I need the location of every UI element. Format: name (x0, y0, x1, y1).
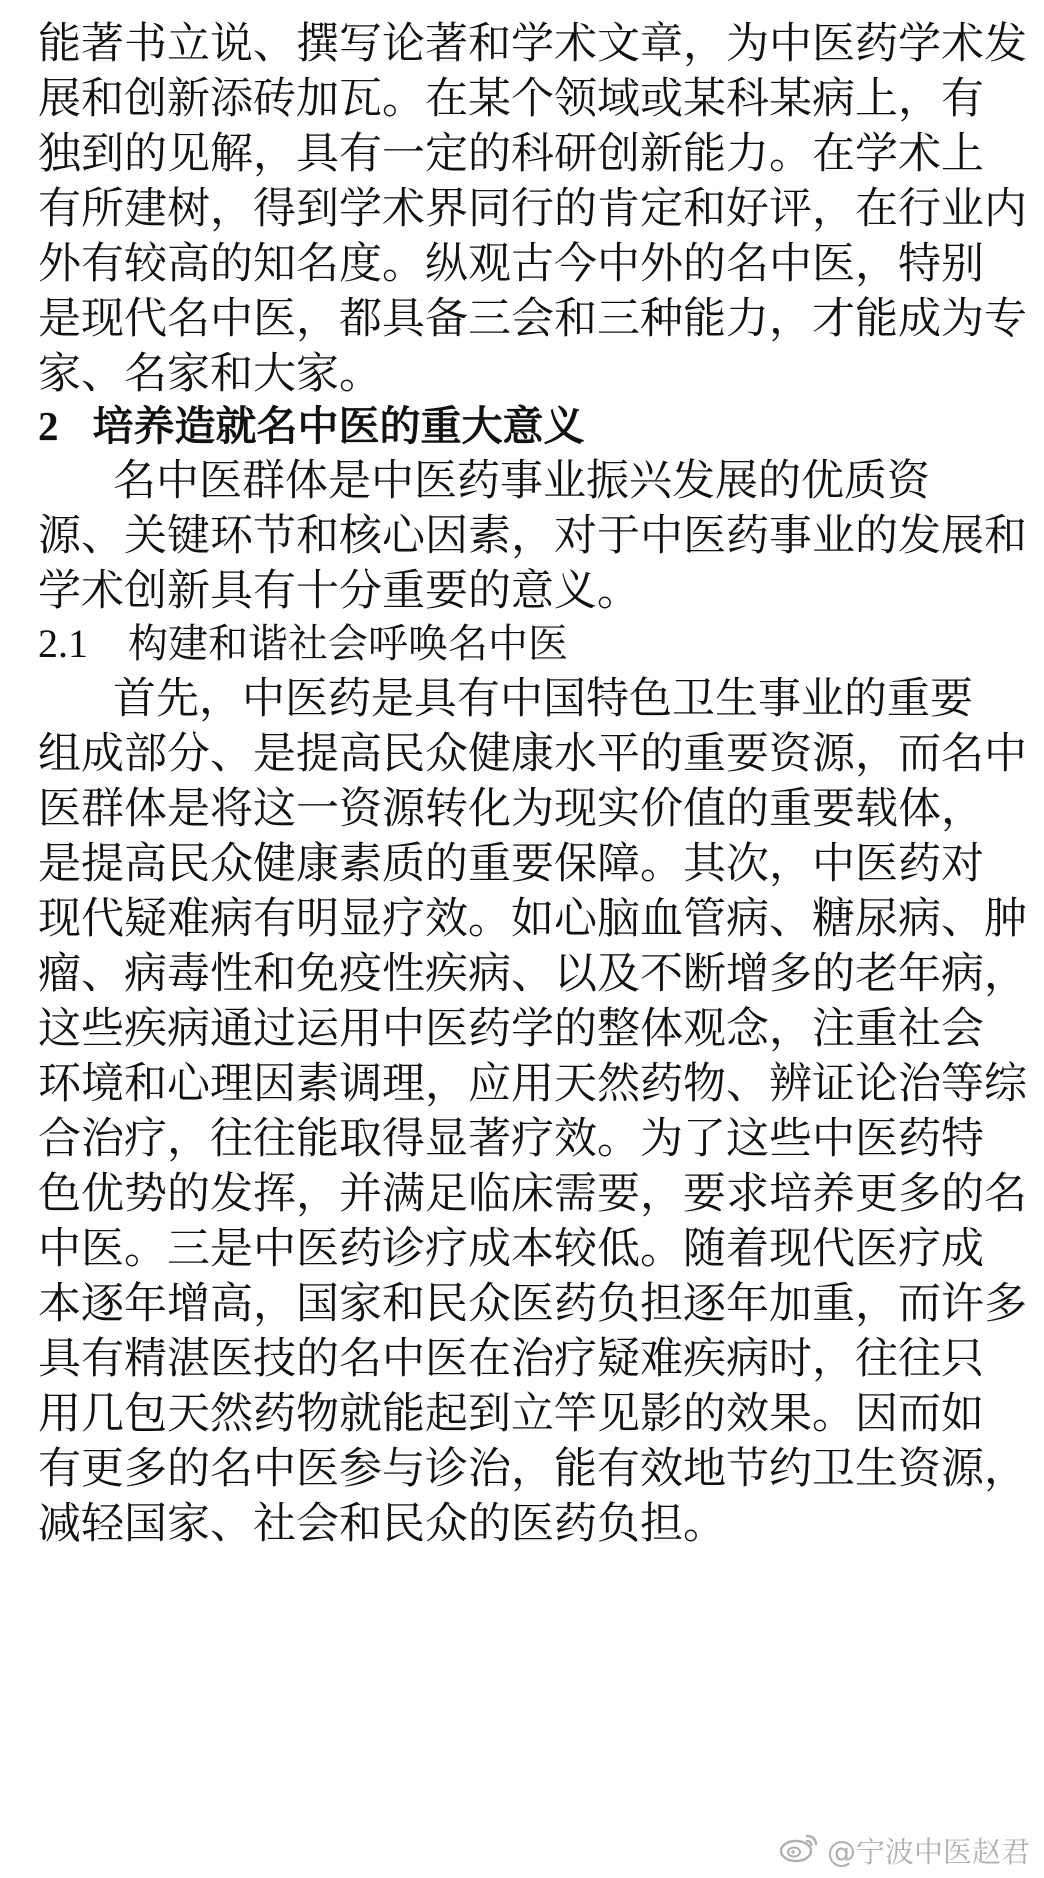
body-line: 色优势的发挥，并满足临床需要，要求培养更多的名 (38, 1169, 1027, 1219)
body-line: 中医。三是中医药诊疗成本较低。随着现代医疗成 (38, 1224, 984, 1274)
body-line: 外有较高的知名度。纵观古今中外的名中医，特别 (38, 239, 984, 289)
body-line: 展和创新添砖加瓦。在某个领域或某科某病上，有 (38, 74, 984, 124)
body-line: 用几包天然药物就能起到立竿见影的效果。因而如 (38, 1389, 984, 1439)
subsection-title: 构建和谐社会呼唤名中医 (128, 621, 568, 667)
watermark-text: @宁波中医赵君 (826, 1834, 1030, 1869)
body-line: 合治疗，往往能取得显著疗效。为了这些中医药特 (38, 1114, 984, 1164)
body-line: 具有精湛医技的名中医在治疗疑难疾病时，往往只 (38, 1334, 984, 1384)
body-line: 名中医群体是中医药事业振兴发展的优质资 (113, 456, 930, 506)
body-line: 本逐年增高，国家和民众医药负担逐年加重，而许多 (38, 1279, 1027, 1329)
body-line: 减轻国家、社会和民众的医药负担。 (38, 1499, 726, 1549)
body-line: 组成部分、是提高民众健康水平的重要资源，而名中 (38, 729, 1027, 779)
body-line: 有更多的名中医参与诊治，能有效地节约卫生资源， (38, 1444, 1027, 1494)
body-line: 瘤、病毒性和免疫性疾病、以及不断增多的老年病， (38, 949, 1027, 999)
body-line: 有所建树，得到学术界同行的肯定和好评，在行业内 (38, 184, 1027, 234)
watermark (777, 1826, 1030, 1874)
body-line: 源、关键环节和核心因素，对于中医药事业的发展和 (38, 511, 1027, 561)
body-line: 是现代名中医，都具备三会和三种能力，才能成为专 (38, 294, 1027, 344)
body-line: 这些疾病通过运用中医药学的整体观念，注重社会 (38, 1004, 984, 1054)
subsection-number: 2.1 (38, 621, 88, 666)
section-number: 2 (38, 403, 59, 449)
body-line: 家、名家和大家。 (38, 349, 382, 399)
weibo-icon (777, 1830, 821, 1871)
body-line: 是提高民众健康素质的重要保障。其次，中医药对 (38, 839, 984, 889)
body-line: 学术创新具有十分重要的意义。 (38, 566, 640, 616)
body-line: 现代疑难病有明显疗效。如心脑血管病、糖尿病、肿 (38, 894, 1027, 944)
body-line: 环境和心理因素调理，应用天然药物、辨证论治等综 (38, 1059, 1027, 1109)
body-line: 能著书立说、撰写论著和学术文章，为中医药学术发 (38, 19, 1027, 69)
body-line: 医群体是将这一资源转化为现实价值的重要载体， (38, 784, 984, 834)
section-title: 培养造就名中医的重大意义 (92, 402, 585, 450)
body-line: 首先，中医药是具有中国特色卫生事业的重要 (113, 674, 973, 724)
body-line: 独到的见解，具有一定的科研创新能力。在学术上 (38, 129, 984, 179)
